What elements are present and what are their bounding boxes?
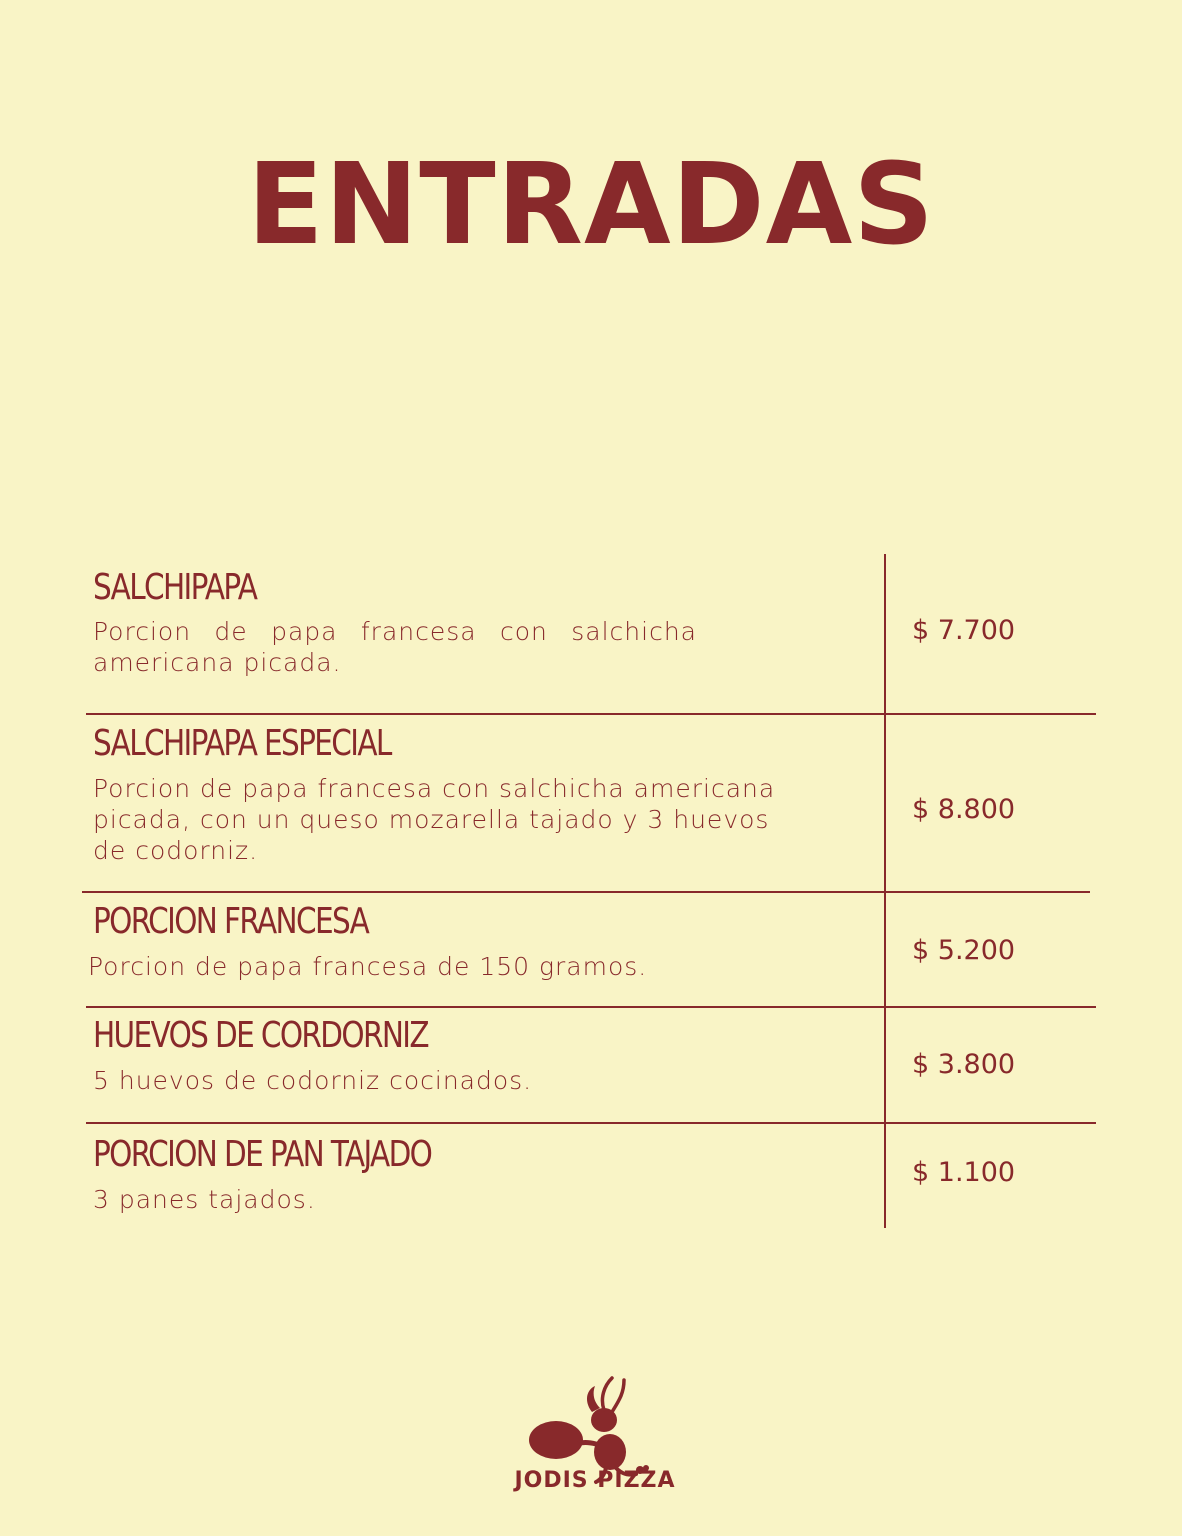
item-name: HUEVOS DE CORDORNIZ <box>93 1015 428 1056</box>
item-description: 5 huevos de codorniz cocinados. <box>93 1066 533 1095</box>
page-title: ENTRADAS <box>247 140 935 270</box>
item-name: PORCION FRANCESA <box>93 901 369 942</box>
row-divider <box>86 1122 1096 1124</box>
row-divider <box>86 713 1096 715</box>
row-divider <box>86 1006 1096 1008</box>
item-name: PORCION DE PAN TAJADO <box>93 1134 432 1175</box>
item-name: SALCHIPAPA ESPECIAL <box>93 723 391 764</box>
row-divider <box>82 891 1090 893</box>
item-name: SALCHIPAPA <box>93 567 257 608</box>
logo-text: JODIS PIZZA <box>514 1468 676 1493</box>
item-price: $ 7.700 <box>912 615 1016 646</box>
item-description: Porcion de papa francesa con salchicha americana picada. <box>93 617 697 677</box>
item-price: $ 3.800 <box>912 1049 1016 1080</box>
item-price: $ 8.800 <box>912 794 1016 825</box>
item-description: 3 panes tajados. <box>93 1185 316 1214</box>
item-description: Porcion de papa francesa de 150 gramos. <box>88 952 648 981</box>
item-price: $ 1.100 <box>912 1157 1016 1188</box>
item-description: Porcion de papa francesa con salchicha americana picada, con un queso mozarella tajado y 3 huevos de codorniz. <box>93 774 776 865</box>
item-price: $ 5.200 <box>912 935 1016 966</box>
